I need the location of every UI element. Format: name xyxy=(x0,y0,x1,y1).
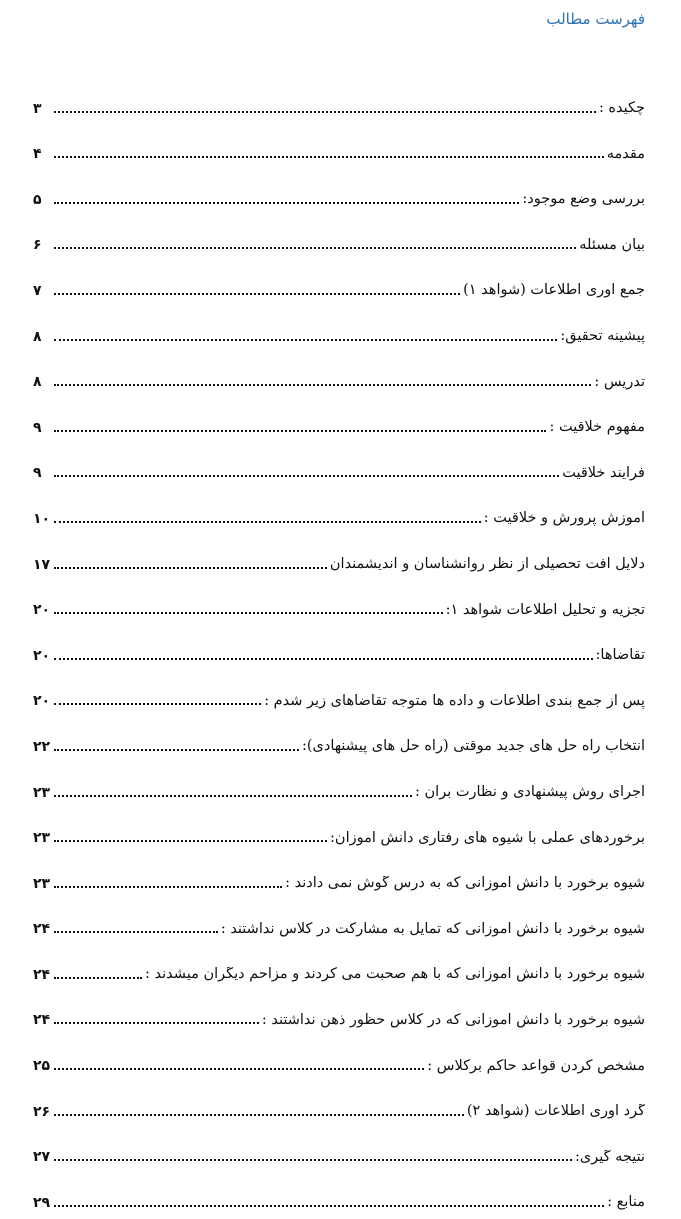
toc-entry-title: چکیده : xyxy=(598,101,645,117)
toc-entry-page-number: ۱۰ xyxy=(33,510,51,527)
toc-entry[interactable] xyxy=(33,439,645,485)
toc-entry-page-number: ۶ xyxy=(33,237,42,254)
toc-entry-title: برخوردهای عملی با شیوه های رفتاری دانش آموزان: xyxy=(330,830,645,846)
toc-entry-title: نتیجه گیری: xyxy=(574,1149,645,1165)
toc-entry-title: بیان مسئله xyxy=(579,237,645,253)
toc-entry[interactable] xyxy=(33,804,645,850)
toc-entry-title: شیوه برخورد با دانش آموزانی که با هم صحبت می کردند و مزاحم دیگران میشدند : xyxy=(145,967,645,983)
toc-entry-page-number: ۲۴ xyxy=(33,921,51,938)
toc-entry-page-number: ۴ xyxy=(33,146,42,163)
toc-dot-leader xyxy=(54,430,546,432)
toc-entry[interactable] xyxy=(33,302,645,348)
toc-entry[interactable] xyxy=(33,895,645,941)
toc-entry[interactable] xyxy=(33,712,645,758)
toc-entry[interactable] xyxy=(33,758,645,804)
toc-entry-page-number: ۲۹ xyxy=(33,1194,51,1211)
toc-entry[interactable] xyxy=(33,256,645,302)
toc-entry-page-number: ۲۴ xyxy=(33,1012,51,1029)
toc-entry-page-number: ۲۳ xyxy=(33,784,51,801)
toc-dot-leader xyxy=(54,931,218,933)
toc-dot-leader xyxy=(54,1114,464,1116)
toc-entry-page-number: ۲۶ xyxy=(33,1103,51,1120)
toc-dot-leader xyxy=(54,886,282,888)
toc-dot-leader xyxy=(54,795,412,797)
toc-entry-page-number: ۲۰ xyxy=(33,602,51,619)
toc-entry[interactable] xyxy=(33,530,645,576)
toc-dot-leader xyxy=(54,1068,424,1070)
toc-heading: فهرست مطالب xyxy=(546,10,645,28)
toc-entry-page-number: ۷ xyxy=(33,282,42,299)
toc-entry[interactable] xyxy=(33,211,645,257)
toc-dot-leader xyxy=(54,658,593,660)
toc-entry-title: مفهوم خلاقیت : xyxy=(549,420,645,436)
toc-entry-title: تجزیه و تحلیل اطلاعات شواهد ۱: xyxy=(445,602,645,618)
toc-dot-leader xyxy=(54,1159,572,1161)
toc-entry-title: فرایند خلاقیت xyxy=(562,465,645,481)
toc-dot-leader xyxy=(54,475,559,477)
toc-entry[interactable] xyxy=(33,621,645,667)
toc-entry-page-number: ۲۷ xyxy=(33,1149,51,1166)
toc-entry-title: شیوه برخورد با دانش آموزانی که در کلاس حظور ذهن نداشتند : xyxy=(261,1012,645,1028)
toc-entry-page-number: ۵ xyxy=(33,191,42,208)
toc-entry[interactable] xyxy=(33,1077,645,1123)
toc-entry-page-number: ۸ xyxy=(33,374,42,391)
toc-entry-page-number: ۱۷ xyxy=(33,556,51,573)
toc-dot-leader xyxy=(54,840,327,842)
toc-dot-leader xyxy=(54,749,299,751)
toc-dot-leader xyxy=(54,156,604,158)
toc-entry-page-number: ۸ xyxy=(33,328,42,345)
toc-entry[interactable] xyxy=(33,120,645,166)
toc-entry[interactable] xyxy=(33,576,645,622)
toc-list xyxy=(33,74,645,1214)
toc-entry[interactable] xyxy=(33,484,645,530)
toc-dot-leader xyxy=(54,521,481,523)
toc-entry-title: تدریس : xyxy=(594,374,645,390)
toc-entry-page-number: ۲۵ xyxy=(33,1058,51,1075)
toc-entry[interactable] xyxy=(33,393,645,439)
toc-dot-leader xyxy=(54,1205,604,1207)
toc-entry-page-number: ۲۳ xyxy=(33,875,51,892)
toc-entry-title: بررسی وضع موجود: xyxy=(522,192,645,208)
toc-dot-leader xyxy=(54,567,327,569)
toc-entry-page-number: ۲۲ xyxy=(33,738,51,755)
toc-entry[interactable] xyxy=(33,667,645,713)
toc-entry[interactable] xyxy=(33,1031,645,1077)
toc-entry-page-number: ۲۰ xyxy=(33,647,51,664)
toc-entry-title: پیشینه تحقیق: xyxy=(560,329,645,345)
toc-entry-title: جمع آوری اطلاعات (شواهد ۱) xyxy=(463,283,645,299)
toc-entry-title: شیوه برخورد با دانش آموزانی که به درس گوش نمی دادند : xyxy=(285,876,645,892)
toc-entry-page-number: ۹ xyxy=(33,465,42,482)
toc-entry[interactable] xyxy=(33,849,645,895)
toc-entry[interactable] xyxy=(33,74,645,120)
toc-entry-title: گرد آوری اطلاعات (شواهد ۲) xyxy=(466,1104,645,1120)
toc-dot-leader xyxy=(54,384,591,386)
toc-entry[interactable] xyxy=(33,1123,645,1169)
toc-entry-title: آموزش پرورش و خلاقیت : xyxy=(483,511,645,527)
toc-entry-page-number: ۲۰ xyxy=(33,693,51,710)
toc-entry-title: دلایل افت تحصیلی از نظر روانشناسان و اندیشمندان xyxy=(329,557,645,573)
toc-dot-leader xyxy=(54,247,576,249)
toc-dot-leader xyxy=(54,202,519,204)
toc-entry-title: منابع : xyxy=(607,1195,645,1211)
toc-entry-title: پس از جمع بندی اطلاعات و داده ها متوجه تقاضاهای زیر شدم : xyxy=(264,693,645,709)
toc-dot-leader xyxy=(54,703,261,705)
toc-entry-page-number: ۳ xyxy=(33,100,42,117)
toc-entry-title: تقاضاها: xyxy=(595,648,645,664)
toc-entry[interactable] xyxy=(33,986,645,1032)
toc-dot-leader xyxy=(54,1022,259,1024)
toc-dot-leader xyxy=(54,111,596,113)
toc-entry-title: انتخاب راه حل های جدید موقتی (راه حل های پیشنهادی): xyxy=(301,739,645,755)
toc-entry-title: اجرای روش پیشنهادی و نظارت برآن : xyxy=(415,785,645,800)
toc-entry-page-number: ۹ xyxy=(33,419,42,436)
toc-entry[interactable] xyxy=(33,940,645,986)
toc-entry-title: مقدمه xyxy=(606,146,645,162)
toc-entry[interactable] xyxy=(33,165,645,211)
toc-dot-leader xyxy=(54,293,460,295)
toc-entry-page-number: ۲۳ xyxy=(33,830,51,847)
toc-dot-leader xyxy=(54,339,557,341)
toc-dot-leader xyxy=(54,612,443,614)
toc-entry[interactable] xyxy=(33,1168,645,1214)
toc-entry[interactable] xyxy=(33,348,645,394)
toc-entry-title: مشخص کردن قواعد حاکم برکلاس : xyxy=(427,1058,645,1074)
toc-dot-leader xyxy=(54,977,142,979)
toc-entry-page-number: ۲۴ xyxy=(33,966,51,983)
toc-entry-title: شیوه برخورد با دانش آموزانی که تمایل به مشارکت در کلاس نداشتند : xyxy=(220,921,645,937)
